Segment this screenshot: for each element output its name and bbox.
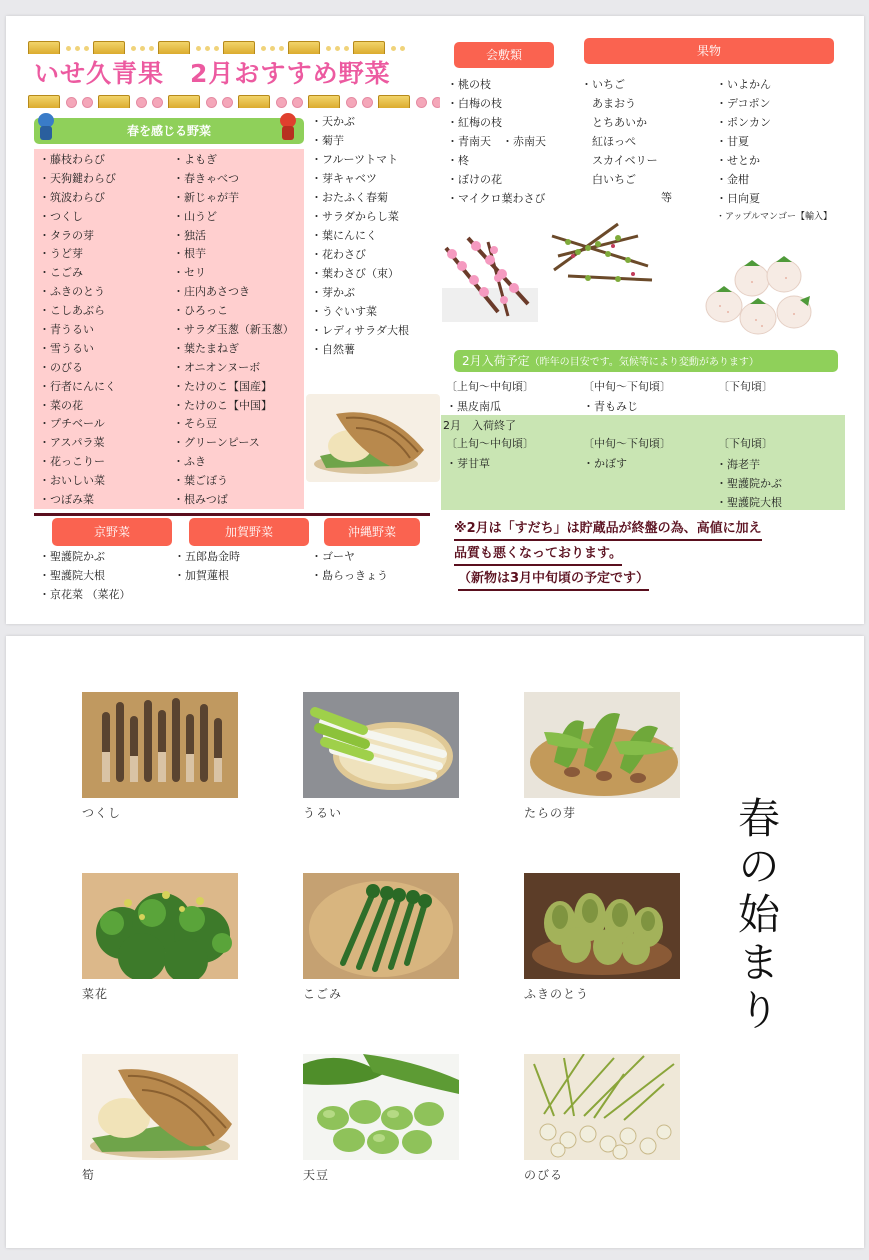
bamboo-shoot-photo: [306, 394, 440, 482]
list-item: ・つくし: [39, 209, 83, 223]
kogomi-photo: [303, 873, 459, 979]
list-item: ・葉にんにく: [311, 229, 377, 242]
list-item: ・タラの芽: [39, 228, 94, 242]
photo-card: [303, 692, 459, 821]
flyer-page-1: [6, 16, 864, 624]
list-item: ・行者にんにく: [39, 379, 116, 393]
photo-caption: たらの芽: [524, 806, 577, 820]
list-item: ・おたふく春菊: [311, 191, 388, 204]
photo-card: [82, 1054, 238, 1183]
arrival-item: ・黒皮南瓜: [446, 400, 501, 413]
arrival-item: ・青もみじ: [583, 400, 638, 413]
photo-caption: ふきのとう: [524, 987, 590, 1001]
list-item: ・レディサラダ大根: [311, 324, 410, 337]
peach-blossom-photo: [438, 228, 540, 326]
photo-caption: うるい: [303, 806, 343, 820]
ended-heading: 2月 入荷終了: [443, 419, 516, 432]
blue-oni-mascot-icon: [36, 113, 56, 141]
spring-list-col-2: [173, 151, 294, 510]
list-item: ・島らっきょう: [311, 569, 388, 582]
list-item: ・よもぎ: [173, 153, 217, 166]
okinawa-vegetables-label: 沖縄野菜: [324, 518, 420, 546]
list-item: ・サラダからし菜: [311, 210, 399, 223]
photo-caption: つくし: [82, 806, 122, 820]
list-item: ・芽かぶ: [311, 286, 355, 299]
list-item: ・葉ごぼう: [173, 474, 228, 488]
photo-caption: 菜花: [82, 987, 109, 1001]
list-item: ・金柑: [716, 173, 749, 186]
list-item: ・新じゃが芋: [173, 190, 239, 204]
list-item: ・筑波わらび: [39, 190, 105, 204]
list-item: ・藤枝わらび: [39, 153, 105, 166]
photo-card: [524, 1054, 680, 1183]
taranome-photo: [524, 692, 680, 798]
list-item: ・柊: [447, 154, 469, 167]
arrival-header-late: 〔下旬頃〕: [718, 380, 773, 393]
list-item: ・つぼみ菜: [39, 493, 94, 507]
list-item: ・たけのこ【国産】: [173, 379, 272, 393]
flyer-page-2: [6, 636, 864, 1248]
fruit-etc-text: 等: [661, 191, 672, 204]
photo-card: [524, 873, 680, 1002]
list-item: 紅ほっぺ: [581, 135, 636, 148]
list-item: ・ぼけの花: [447, 173, 502, 186]
list-item: ・オニオンヌーボ: [173, 360, 261, 374]
list-item: ・独活: [173, 228, 206, 242]
fruit-list-col-2: [716, 75, 832, 227]
list-item: ・菊芋: [311, 134, 344, 147]
sudachi-notice-line-2: 品質も悪くなっております。: [454, 544, 622, 566]
list-item: ・プチベール: [39, 417, 105, 431]
nobiru-photo: [524, 1054, 680, 1160]
list-item: あまおう: [581, 97, 636, 110]
list-item: ・ふきのとう: [39, 285, 105, 299]
list-item: ・雪うるい: [39, 341, 94, 355]
fruit-list-col-1: [581, 75, 658, 189]
list-item: ・セリ: [173, 266, 206, 280]
list-item: ・五郎島金時: [174, 550, 240, 563]
white-strawberry-photo: [696, 246, 822, 340]
list-item: ・花わさび: [311, 248, 366, 261]
list-item: ・いよかん: [716, 78, 771, 91]
list-item: ・ひろっこ: [173, 304, 228, 318]
list-item: ・春きゃべつ: [173, 171, 239, 185]
list-item: ・聖護院かぶ: [39, 550, 105, 563]
list-item: ・アップルマンゴー【輸入】: [716, 212, 833, 222]
list-item: ・山うど: [173, 209, 217, 223]
header-decoration-bottom: [28, 92, 440, 108]
list-item: ・のびる: [39, 360, 83, 374]
list-item: ・フルーツトマト: [311, 153, 399, 166]
list-item: ・青うるい: [39, 323, 94, 337]
list-item: ・デコポン: [716, 97, 771, 110]
list-item: スカイベリー: [581, 154, 658, 167]
header-decoration-top: [28, 38, 440, 54]
list-item: ・こしあぶら: [39, 304, 105, 318]
list-item: ・芽キャベツ: [311, 172, 377, 185]
list-item: ・聖護院大根: [716, 496, 782, 509]
photo-card: [82, 873, 238, 1002]
kaga-vegetables-list: [174, 547, 240, 585]
list-item: ・おいしい菜: [39, 474, 105, 488]
list-item: 白いちご: [581, 173, 636, 186]
list-item: ・青南天 ・赤南天: [447, 135, 546, 148]
list-item: ・根みつば: [173, 493, 228, 507]
list-item: ・加賀蓮根: [174, 569, 229, 582]
page-title: いせ久青果 2月おすすめ野菜: [34, 59, 391, 88]
list-item: ・花っこりー: [39, 455, 105, 469]
spring-list-col-1: [39, 151, 116, 510]
ended-list-late: [716, 455, 782, 512]
kyo-vegetables-list: [39, 547, 131, 604]
photo-card: [303, 1054, 459, 1183]
list-item: ・桃の枝: [447, 78, 491, 91]
photo-caption: こごみ: [303, 987, 343, 1001]
fruit-label: 果物: [584, 38, 834, 64]
fukinoto-photo: [524, 873, 680, 979]
plum-branch-photo: [548, 216, 658, 294]
arrival-note: （昨年の目安です。気候等により変動があります）: [529, 357, 759, 368]
kaiseki-label: 会敷類: [454, 42, 554, 68]
kaiseki-list: [447, 75, 546, 208]
nanohana-photo: [82, 873, 238, 979]
list-item: ・こごみ: [39, 266, 83, 280]
photo-caption: のびる: [524, 1168, 564, 1182]
list-item: ・グリーンピース: [173, 436, 260, 450]
photo-card: [82, 692, 238, 821]
list-item: ・庄内あさつき: [173, 285, 250, 299]
arrival-header-mid: 〔中旬～下旬頃〕: [583, 380, 671, 393]
list-item: ・ふき: [173, 455, 206, 469]
arrival-header-early: 〔上旬～中旬頃〕: [446, 380, 534, 393]
sudachi-notice-line-3: （新物は3月中旬頃の予定です）: [458, 569, 649, 591]
list-item: ・菜の花: [39, 398, 83, 412]
list-item: ・ゴーヤ: [311, 550, 355, 563]
list-item: とちあいか: [581, 116, 647, 129]
okinawa-vegetables-list: [311, 547, 388, 585]
ended-header-early: 〔上旬～中旬頃〕: [446, 437, 534, 450]
sudachi-notice-line-1: ※2月は「すだち」は貯蔵品が終盤の為、高値に加え: [454, 519, 762, 541]
list-item: ・日向夏: [716, 192, 760, 205]
kyo-vegetables-label: 京野菜: [52, 518, 172, 546]
soramame-photo: [303, 1054, 459, 1160]
takenoko-photo: [82, 1054, 238, 1160]
list-item: ・葉たまねぎ: [173, 341, 239, 355]
list-item: ・聖護院大根: [39, 569, 105, 582]
list-item: ・アスパラ菜: [39, 436, 105, 450]
list-item: ・海老芋: [716, 458, 760, 471]
section-divider: [34, 513, 430, 516]
ended-header-late: 〔下旬頃〕: [718, 437, 773, 450]
list-item: ・うど芽: [39, 247, 83, 261]
urui-photo: [303, 692, 459, 798]
photo-card: [524, 692, 680, 821]
list-item: ・葉わさび（束）: [311, 267, 399, 280]
ended-header-mid: 〔中旬～下旬頃〕: [583, 437, 671, 450]
list-item: ・せとか: [716, 154, 760, 167]
photo-caption: 天豆: [303, 1168, 330, 1182]
photo-caption: 筍: [82, 1168, 96, 1182]
list-item: ・天狗鍵わらび: [39, 171, 116, 185]
photo-card: [303, 873, 459, 1002]
kaga-vegetables-label: 加賀野菜: [189, 518, 309, 546]
vertical-page-title: 春の始まり: [732, 796, 781, 1036]
list-item: ・甘夏: [716, 135, 749, 148]
arrival-schedule-heading: [454, 350, 838, 372]
list-item: ・たけのこ【中国】: [173, 398, 272, 412]
list-item: ・うぐいす菜: [311, 305, 377, 318]
list-item: ・サラダ玉葱（新玉葱）: [173, 323, 294, 337]
list-item: ・マイクロ葉わさび: [447, 192, 546, 205]
list-item: ・そら豆: [173, 417, 217, 431]
list-item: ・京花菜 （菜花）: [39, 588, 131, 601]
list-item: ・自然薯: [311, 343, 355, 356]
red-oni-mascot-icon: [278, 113, 298, 141]
list-item: ・いちご: [581, 78, 625, 91]
list-item: ・紅梅の枝: [447, 116, 502, 129]
ended-item: ・芽甘草: [446, 457, 490, 470]
ended-item: ・かぼす: [583, 457, 627, 470]
arrival-label: 2月入荷予定: [462, 354, 530, 368]
horsetail-photo: [82, 692, 238, 798]
list-item: ・根芋: [173, 247, 206, 261]
list-item: ・白梅の枝: [447, 97, 502, 110]
spring-vegetables-heading: 春を感じる野菜: [34, 118, 304, 144]
list-item: ・聖護院かぶ: [716, 477, 782, 490]
list-item: ・天かぶ: [311, 115, 355, 128]
spring-list-col-3: [311, 112, 409, 359]
list-item: ・ポンカン: [716, 116, 771, 129]
